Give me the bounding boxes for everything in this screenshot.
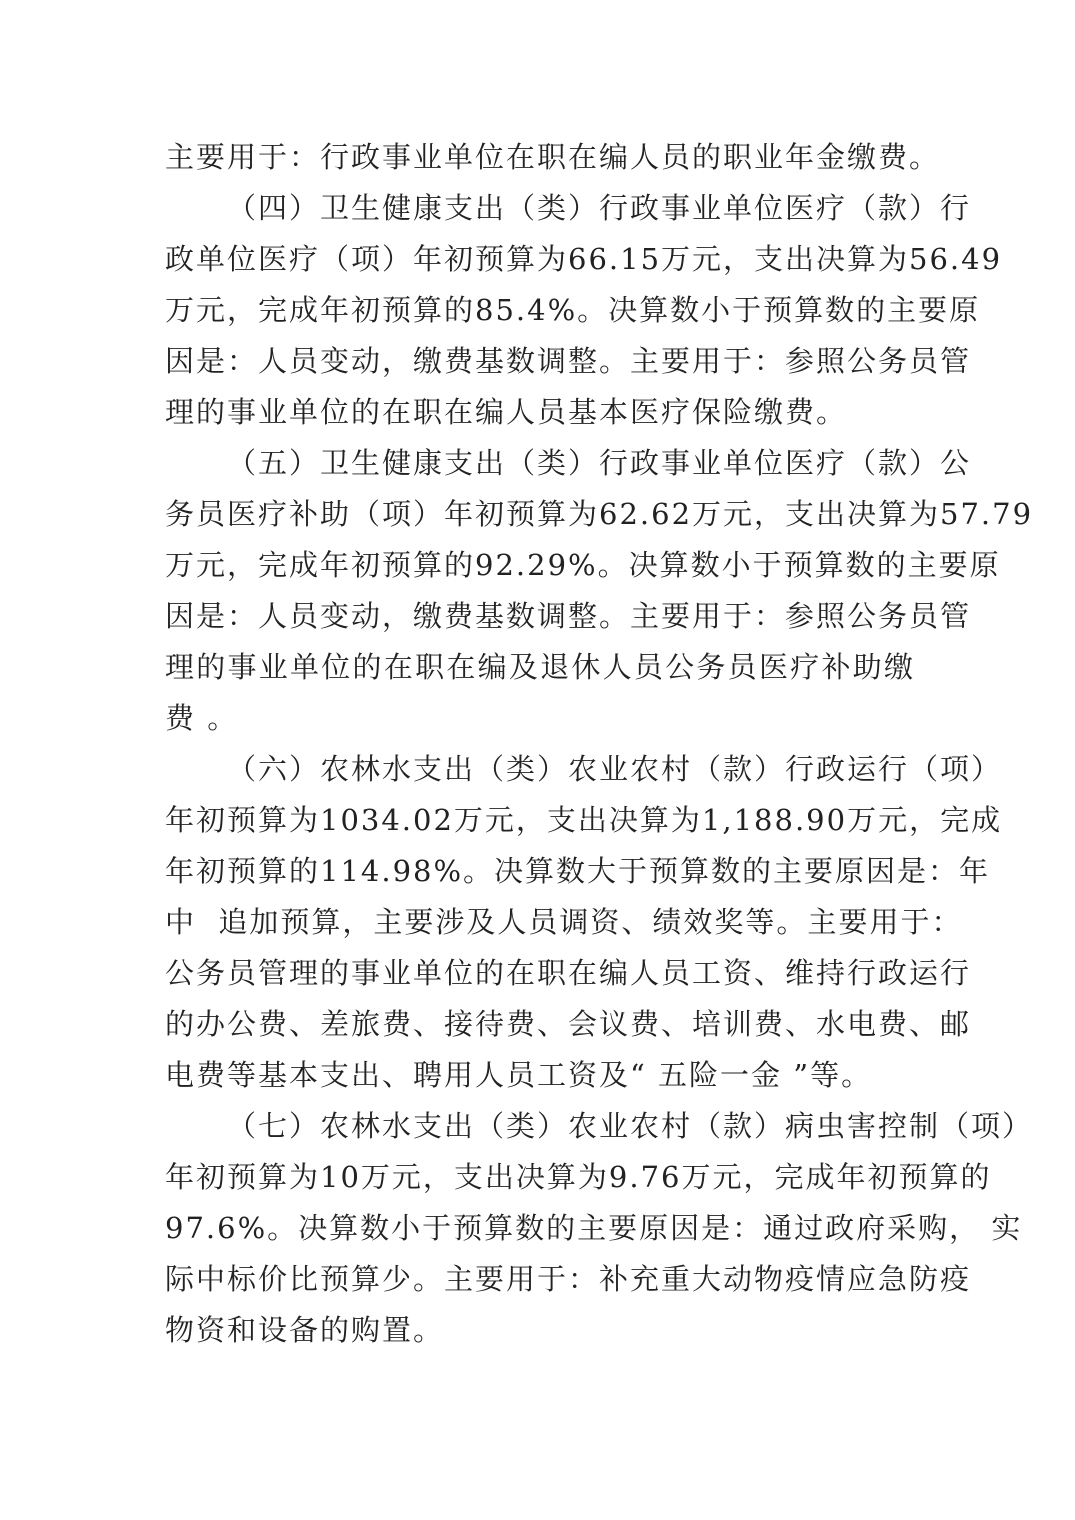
text-line: 理的事业单位的在职在编人员基本医疗保险缴费。 — [165, 395, 848, 429]
text-line: （四）卫生健康支出（类）行政事业单位医疗（款）行 — [227, 191, 972, 225]
text-line: 政单位医疗（项）年初预算为66.15万元，支出决算为56.49 — [165, 242, 1003, 276]
text-line: 万元，完成年初预算的85.4%。决算数小于预算数的主要原 — [165, 293, 981, 327]
text-line: （五）卫生健康支出（类）行政事业单位医疗（款）公 — [227, 446, 972, 480]
text-line: 际中标价比预算少。主要用于：补充重大动物疫情应急防疫 — [165, 1262, 972, 1296]
text-line: 物资和设备的购置。 — [165, 1313, 445, 1347]
text-line: （六）农林水支出（类）农业农村（款）行政运行（项） — [227, 752, 1003, 786]
text-line: 年初预算为1034.02万元，支出决算为1,188.90万元，完成 — [165, 803, 1003, 837]
text-line: 公务员管理的事业单位的在职在编人员工资、维持行政运行 — [165, 956, 972, 990]
text-line: 中 追加预算，主要涉及人员调资、绩效奖等。主要用于： — [165, 905, 963, 939]
text-line: 费 。 — [165, 701, 239, 735]
text-line: 万元，完成年初预算的92.29%。决算数小于预算数的主要原 — [165, 548, 1001, 582]
text-line: 年初预算的114.98%。决算数大于预算数的主要原因是：年 — [165, 854, 991, 888]
text-line: 主要用于：行政事业单位在职在编人员的职业年金缴费。 — [165, 140, 941, 174]
text-line: （七）农林水支出（类）农业农村（款）病虫害控制（项） — [227, 1109, 1034, 1143]
text-line: 97.6%。决算数小于预算数的主要原因是：通过政府采购， 实 — [165, 1211, 1023, 1245]
text-line: 因是：人员变动，缴费基数调整。主要用于：参照公务员管 — [165, 599, 972, 633]
text-line: 理的事业单位的在职在编及退休人员公务员医疗补助缴 — [165, 650, 915, 684]
document-body — [165, 132, 1034, 1356]
text-line: 的办公费、差旅费、接待费、会议费、培训费、水电费、邮 — [165, 1007, 972, 1041]
text-line: 因是：人员变动，缴费基数调整。主要用于：参照公务员管 — [165, 344, 972, 378]
text-line: 年初预算为10万元，支出决算为9.76万元，完成年初预算的 — [165, 1160, 992, 1194]
text-line: 电费等基本支出、聘用人员工资及“ 五险一金 ”等。 — [165, 1058, 873, 1092]
text-line: 务员医疗补助（项）年初预算为62.62万元，支出决算为57.79 — [165, 497, 1034, 531]
